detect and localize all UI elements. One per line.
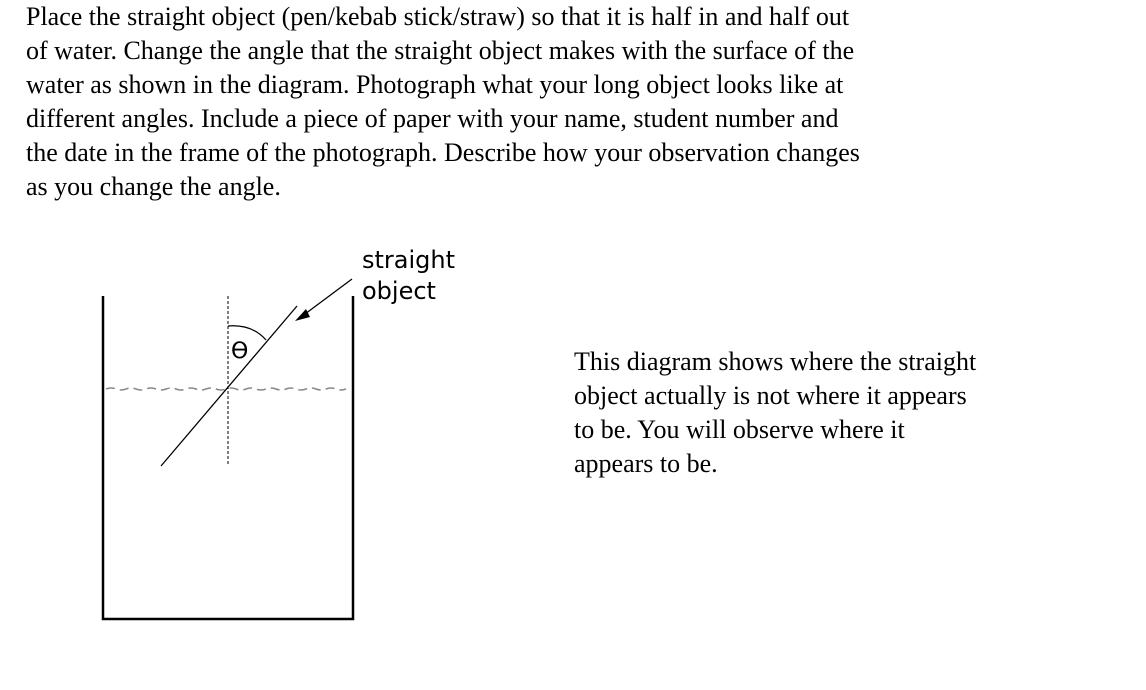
instructions-line: of water. Change the angle that the straight object makes with the surface of the	[26, 36, 855, 65]
angle-theta-label: ϴ	[231, 339, 249, 364]
angle-arc	[228, 326, 266, 340]
straight-object-line	[161, 306, 297, 466]
caption-line: appears to be.	[574, 449, 718, 478]
diagram-caption	[574, 345, 1094, 481]
caption-line: This diagram shows where the straight	[574, 347, 977, 376]
instructions-line: different angles. Include a piece of paper with your name, student number and	[26, 104, 839, 133]
caption-line: to be. You will observe where it	[574, 415, 905, 444]
straight-object-label-line2: object	[362, 277, 436, 305]
caption-line: object actually is not where it appears	[574, 381, 967, 410]
instructions-line: the date in the frame of the photograph. Describe how your observation changes	[26, 138, 860, 167]
pointer-arrowhead	[295, 309, 310, 321]
straight-object-label-line1: straight	[362, 246, 456, 274]
pointer-arrow-line	[301, 279, 352, 317]
instructions-line: as you change the angle.	[26, 172, 281, 201]
instructions-line: Place the straight object (pen/kebab stick/straw) so that it is half in and half out	[26, 2, 850, 31]
instructions-line: water as shown in the diagram. Photograph what your long object looks like at	[26, 70, 844, 99]
